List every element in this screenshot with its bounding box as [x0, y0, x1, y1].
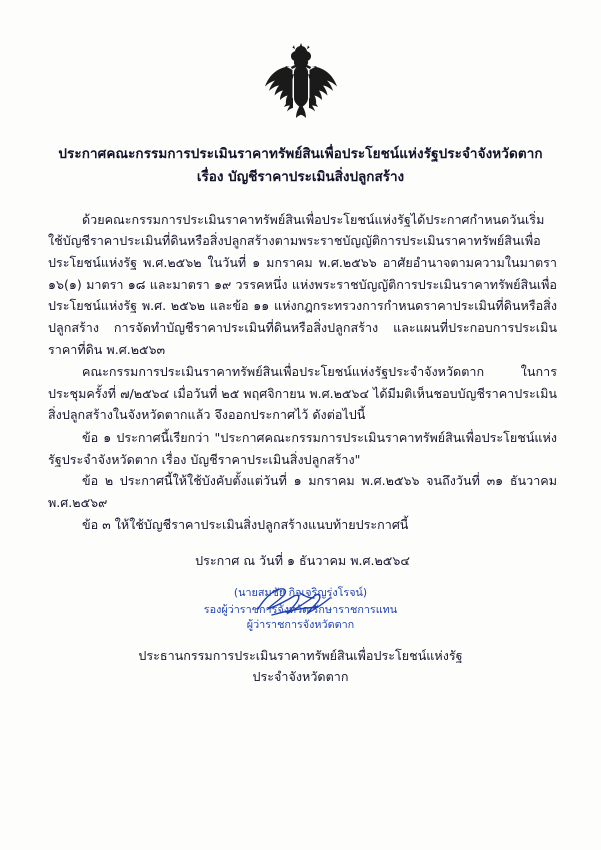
document-body: [48, 209, 557, 536]
paragraph-2: คณะกรรมการประเมินราคาทรัพย์สินเพื่อประโยชน์แห่งรัฐประจำจังหวัดตาก ในการประชุมครั้งที่ ๗/๒๕๖๔ เมื่อวันที่ ๒๕ พฤศจิกายน พ.ศ.๒๕๖๔ ได้มีมติเห็นชอบบัญชีราคาประเมินสิ่งปลูกสร้างในจังหวัดตากแล้ว จึงออกประกาศไว้ ดังต่อไปนี้: [48, 364, 557, 423]
signatory-title-line-2: ประจำจังหวัดตาก: [252, 669, 349, 685]
signature-block: [0, 585, 601, 685]
announcement-date: ประกาศ ณ วันที่ ๑ ธันวาคม พ.ศ.๒๕๖๔: [195, 553, 410, 569]
document-title-block: [0, 144, 601, 191]
garuda-emblem: [253, 0, 349, 128]
handwritten-signature: [0, 579, 601, 623]
signatory-title-line-1: ประธานกรรมการประเมินราคาทรัพย์สินเพื่อประโยชน์แห่งรัฐ: [138, 647, 463, 663]
signatory-role-line-2: ผู้ว่าราชการจังหวัดตาก: [246, 618, 355, 632]
page-title: ประกาศคณะกรรมการประเมินราคาทรัพย์สินเพื่อประโยชน์แห่งรัฐประจำจังหวัดตาก: [58, 146, 543, 162]
clause-2: ข้อ ๒ ประกาศนี้ให้ใช้บังคับตั้งแต่วันที่ ๑ มกราคม พ.ศ.๒๕๖๖ จนถึงวันที่ ๓๑ ธันวาคม พ.ศ.๒๕๖๙: [48, 473, 557, 511]
clause-1: ข้อ ๑ ประกาศนี้เรียกว่า "ประกาศคณะกรรมการประเมินราคาทรัพย์สินเพื่อประโยชน์แห่งรัฐประจำจังหวัดตาก เรื่อง บัญชีราคาประเมินสิ่งปลูกสร้าง": [48, 430, 557, 467]
paragraph-1: ด้วยคณะกรรมการประเมินราคาทรัพย์สินเพื่อประโยชน์แห่งรัฐได้ประกาศกำหนดวันเริ่มใช้บัญชีราคาประเมินที่ดินหรือสิ่งปลูกสร้างตามพระราชบัญญัติการประเมินราคาทรัพย์สินเพื่อประโยชน์แห่งรัฐ พ.ศ.๒๕๖๒ ในวันที่ ๑ มกราคม พ.ศ.๒๕๖๖ อาศัยอำนาจตามความในมาตรา ๑๖(๑) มาตรา ๑๘ และมาตรา ๑๙ วรรคหนึ่ง แห่งพระราชบัญญัติการประเมินราคาทรัพย์สินเพื่อประโยชน์แห่งรัฐ พ.ศ. ๒๕๖๒ และข้อ ๑๑ แห่งกฎกระทรวงการกำหนดราคาประเมินที่ดินหรือสิ่งปลูกสร้าง การจัดทำบัญชีราคาประเมินที่ดินหรือสิ่งปลูกสร้าง และแผนที่ประกอบการประเมินราคาที่ดิน พ.ศ.๒๕๖๓: [48, 211, 557, 357]
page-subtitle: เรื่อง บัญชีราคาประเมินสิ่งปลูกสร้าง: [196, 168, 405, 185]
signatory-role-line-1: รองผู้ว่าราชการจังหวัด รักษาราชการแทน: [203, 602, 398, 616]
clause-3: ข้อ ๓ ให้ใช้บัญชีราคาประเมินสิ่งปลูกสร้างแนบท้ายประกาศนี้: [82, 516, 409, 532]
signatory-name: (นายสมชัย กิจเจริญรุ่งโรจน์): [233, 586, 368, 600]
